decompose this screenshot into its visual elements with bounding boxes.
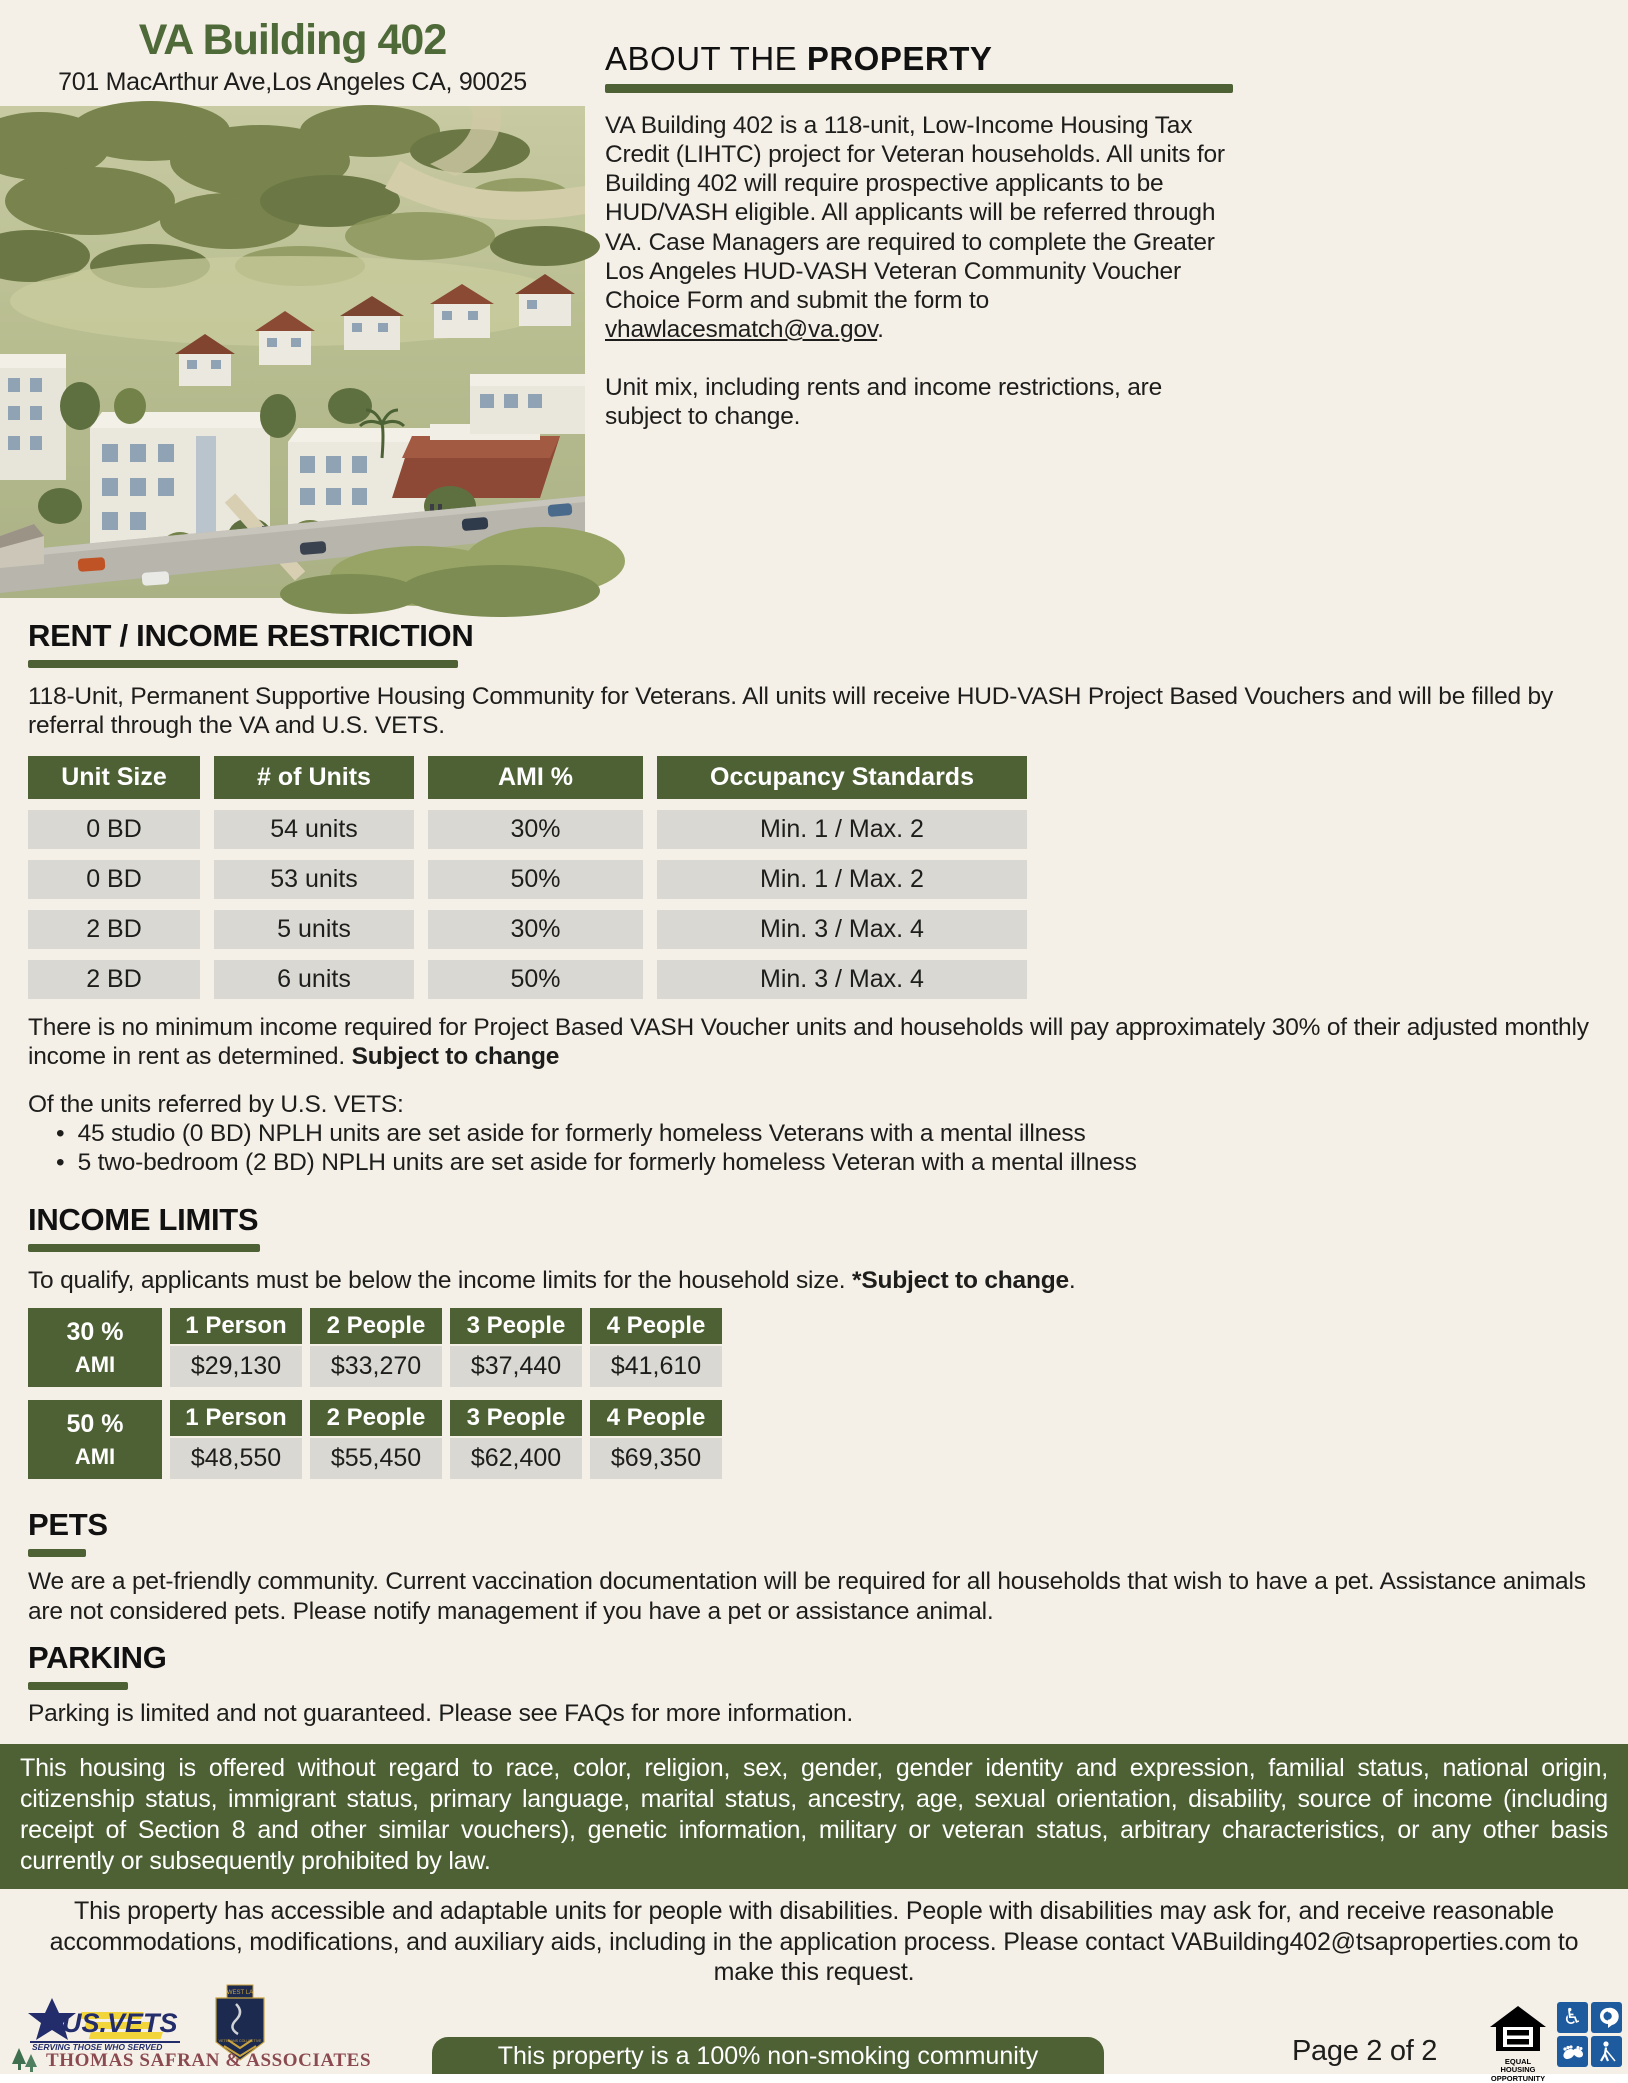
column-header-unit-size: Unit Size [28,756,200,799]
referral-bullet-list [28,1119,1592,1178]
tsa-trees-icon [10,2046,40,2076]
income-limit-value: $55,450 [310,1438,442,1479]
table-cell: 50% [428,960,643,999]
rent-income-intro: 118-Unit, Permanent Supportive Housing Community for Veterans. All units will receive HUD-VASH Project Based Vouchers and will be filled by referral through the VA and U.S. VETS. [28,683,1554,740]
household-size-header: 4 People [590,1308,722,1344]
about-heading-regular: ABOUT THE [605,40,807,77]
income-limit-value: $69,350 [590,1438,722,1479]
pets-heading: PETS [28,1507,108,1543]
cognitive-accessibility-icon [1591,2002,1622,2033]
unit-mix-table [28,756,1592,999]
about-section [605,0,1233,598]
household-size-header: 1 Person [170,1400,302,1436]
table-cell: 6 units [214,960,414,999]
pets-body: We are a pet-friendly community. Current vaccination documentation will be required for all households that wish to have a pet. Assistance animals are not considered pets. Please notify management if you have a pet or assistance animal. [28,1568,1586,1625]
westla-sublabel: VETERANS COLLECTIVE [218,2039,262,2043]
usvets-tagline: SERVING THOSE WHO SERVED [32,2042,163,2052]
usvets-wordmark: US.VETS [62,2008,178,2038]
about-heading-bold: PROPERTY [806,40,993,77]
equal-housing-icon [1489,2006,1547,2052]
thomas-safran-logo [10,2046,371,2076]
parking-body: Parking is limited and not guaranteed. Please see FAQs for more information. [28,1699,854,1727]
parking-section [0,1640,1628,1728]
household-size-header: 4 People [590,1400,722,1436]
column-header-num-units: # of Units [214,756,414,799]
pets-section [0,1507,1628,1626]
header-area [0,0,1628,598]
income-limits-heading: INCOME LIMITS [28,1201,259,1237]
ami-50-label [28,1400,162,1479]
westla-label: WEST LA [226,1990,254,1996]
bullet-text: 5 two-bedroom (2 BD) NPLH units are set aside for formerly homeless Veteran with a mental illness [77,1149,1137,1177]
column-header-occupancy: Occupancy Standards [657,756,1027,799]
household-size-header: 3 People [450,1308,582,1344]
bullet-text: 45 studio (0 BD) NPLH units are set aside for formerly homeless Veterans with a mental illness [77,1119,1086,1147]
income-limit-value: $48,550 [170,1438,302,1479]
equal-housing-opportunity-logo [1487,2006,1549,2083]
income-intro-text: To qualify, applicants must be below the income limits for the household size. [28,1266,852,1294]
rent-income-heading: RENT / INCOME RESTRICTION [28,618,474,653]
income-limit-value: $29,130 [170,1346,302,1387]
parking-heading: PARKING [28,1639,167,1675]
page-title: VA Building 402 [138,16,447,64]
about-paragraph [605,111,1233,431]
household-size-header: 1 Person [170,1308,302,1344]
table-cell: 54 units [214,810,414,849]
contact-email-link[interactable]: vhawlacesmatch@va.gov [605,315,878,343]
table-cell: 0 BD [28,860,200,899]
income-subject-to-change: *Subject to change [851,1266,1069,1294]
ami-percent: 50 % [66,1409,124,1438]
income-limit-value: $33,270 [310,1346,442,1387]
referral-intro: Of the units referred by U.S. VETS: [28,1090,404,1118]
list-item: • 5 two-bedroom (2 BD) NPLH units are set aside for formerly homeless Veteran with a mental illness [56,1149,1137,1177]
list-item: • 45 studio (0 BD) NPLH units are set aside for formerly homeless Veterans with a mental illness [56,1119,1086,1147]
household-size-header: 2 People [310,1400,442,1436]
accessibility-note: This property has accessible and adaptable units for people with disabilities. People with disabilities may ask for, and receive reasonable accommodations, modifications, and auxiliary aids, including in the application process. Please contact VABuilding402@tsaproperties.com to make this request. [49,1897,1579,1987]
blind-person-cane-icon [1591,2036,1622,2067]
table-cell: 2 BD [28,960,200,999]
table-cell: 2 BD [28,910,200,949]
table-cell: Min. 1 / Max. 2 [657,860,1027,899]
income-limits-section [0,1202,1628,1479]
tsa-wordmark: THOMAS SAFRAN & ASSOCIATES [46,2050,372,2071]
unit-mix-note: Unit mix, including rents and income restrictions, are subject to change. [605,374,1163,431]
property-address: 701 MacArthur Ave,Los Angeles CA, 90025 [58,68,527,96]
eho-label-line2: OPPORTUNITY [1490,2073,1546,2083]
non-smoking-banner: This property is a 100% non-smoking community [432,2037,1104,2074]
header-left-column [0,0,585,598]
ami-word: AMI [74,1351,116,1377]
ami-word: AMI [74,1443,116,1469]
fair-housing-banner: This housing is offered without regard to race, color, religion, sex, gender, gender identity and expression, familial status, national origin, citizenship status, immigrant status, primary language, marital status, ancestry, age, sexual orientation, disability, source of income (including receipt of Section 8 and other similar vouchers), genetic information, military or veteran status, arbitrary characteristics, or any other basis currently or subsequently prohibited by law. [0,1744,1628,1889]
accessibility-icons [1557,2002,1622,2067]
income-limit-value: $37,440 [450,1346,582,1387]
minimum-income-note-text: There is no minimum income required for Project Based VASH Voucher units and households will pay approximately 30% of their adjusted monthly income in rent as determined. [28,1013,1589,1071]
pets-underline [28,1549,86,1557]
minimum-income-note [28,1013,1592,1072]
subject-to-change-note: Subject to change [351,1043,560,1071]
table-cell: Min. 3 / Max. 4 [657,960,1027,999]
income-table-50 [28,1400,1592,1479]
income-limit-value: $62,400 [450,1438,582,1479]
column-header-ami: AMI % [428,756,643,799]
rent-income-underline [28,660,458,668]
income-table-30 [28,1308,1592,1387]
table-cell: Min. 1 / Max. 2 [657,810,1027,849]
household-size-header: 2 People [310,1308,442,1344]
table-cell: 5 units [214,910,414,949]
table-cell: 30% [428,810,643,849]
ami-30-label [28,1308,162,1387]
ami-percent: 30 % [66,1317,124,1346]
household-size-header: 3 People [450,1400,582,1436]
about-paragraph-text: VA Building 402 is a 118-unit, Low-Income Housing Tax Credit (LIHTC) project for Veteran households. All units for Building 402 will require prospective applicants to be HUD/VASH eligible. All applicants will be referred through VA. Case Managers are required to complete the Greater Los Angeles HUD-VASH Veteran Community Voucher Choice Form and submit the form to [605,112,1225,314]
table-cell: 0 BD [28,810,200,849]
parking-underline [28,1682,128,1690]
income-limits-underline [28,1244,260,1252]
income-intro-period: . [1068,1266,1076,1294]
income-limits-intro [28,1266,1592,1295]
eho-label-line1: EQUAL HOUSING [1500,2057,1536,2075]
wheelchair-icon: ♿ [1557,2002,1588,2033]
table-cell: 50% [428,860,643,899]
income-limit-value: $41,610 [590,1346,722,1387]
about-heading [605,40,1233,78]
table-cell: 53 units [214,860,414,899]
table-cell: Min. 3 / Max. 4 [657,910,1027,949]
about-heading-underline [605,84,1233,93]
table-cell: 30% [428,910,643,949]
sign-language-icon [1557,2036,1588,2067]
page-number: Page 2 of 2 [1292,2035,1438,2067]
rent-income-section [0,618,1628,1178]
about-paragraph-period: . [877,315,884,343]
property-rendering-image [0,106,585,598]
